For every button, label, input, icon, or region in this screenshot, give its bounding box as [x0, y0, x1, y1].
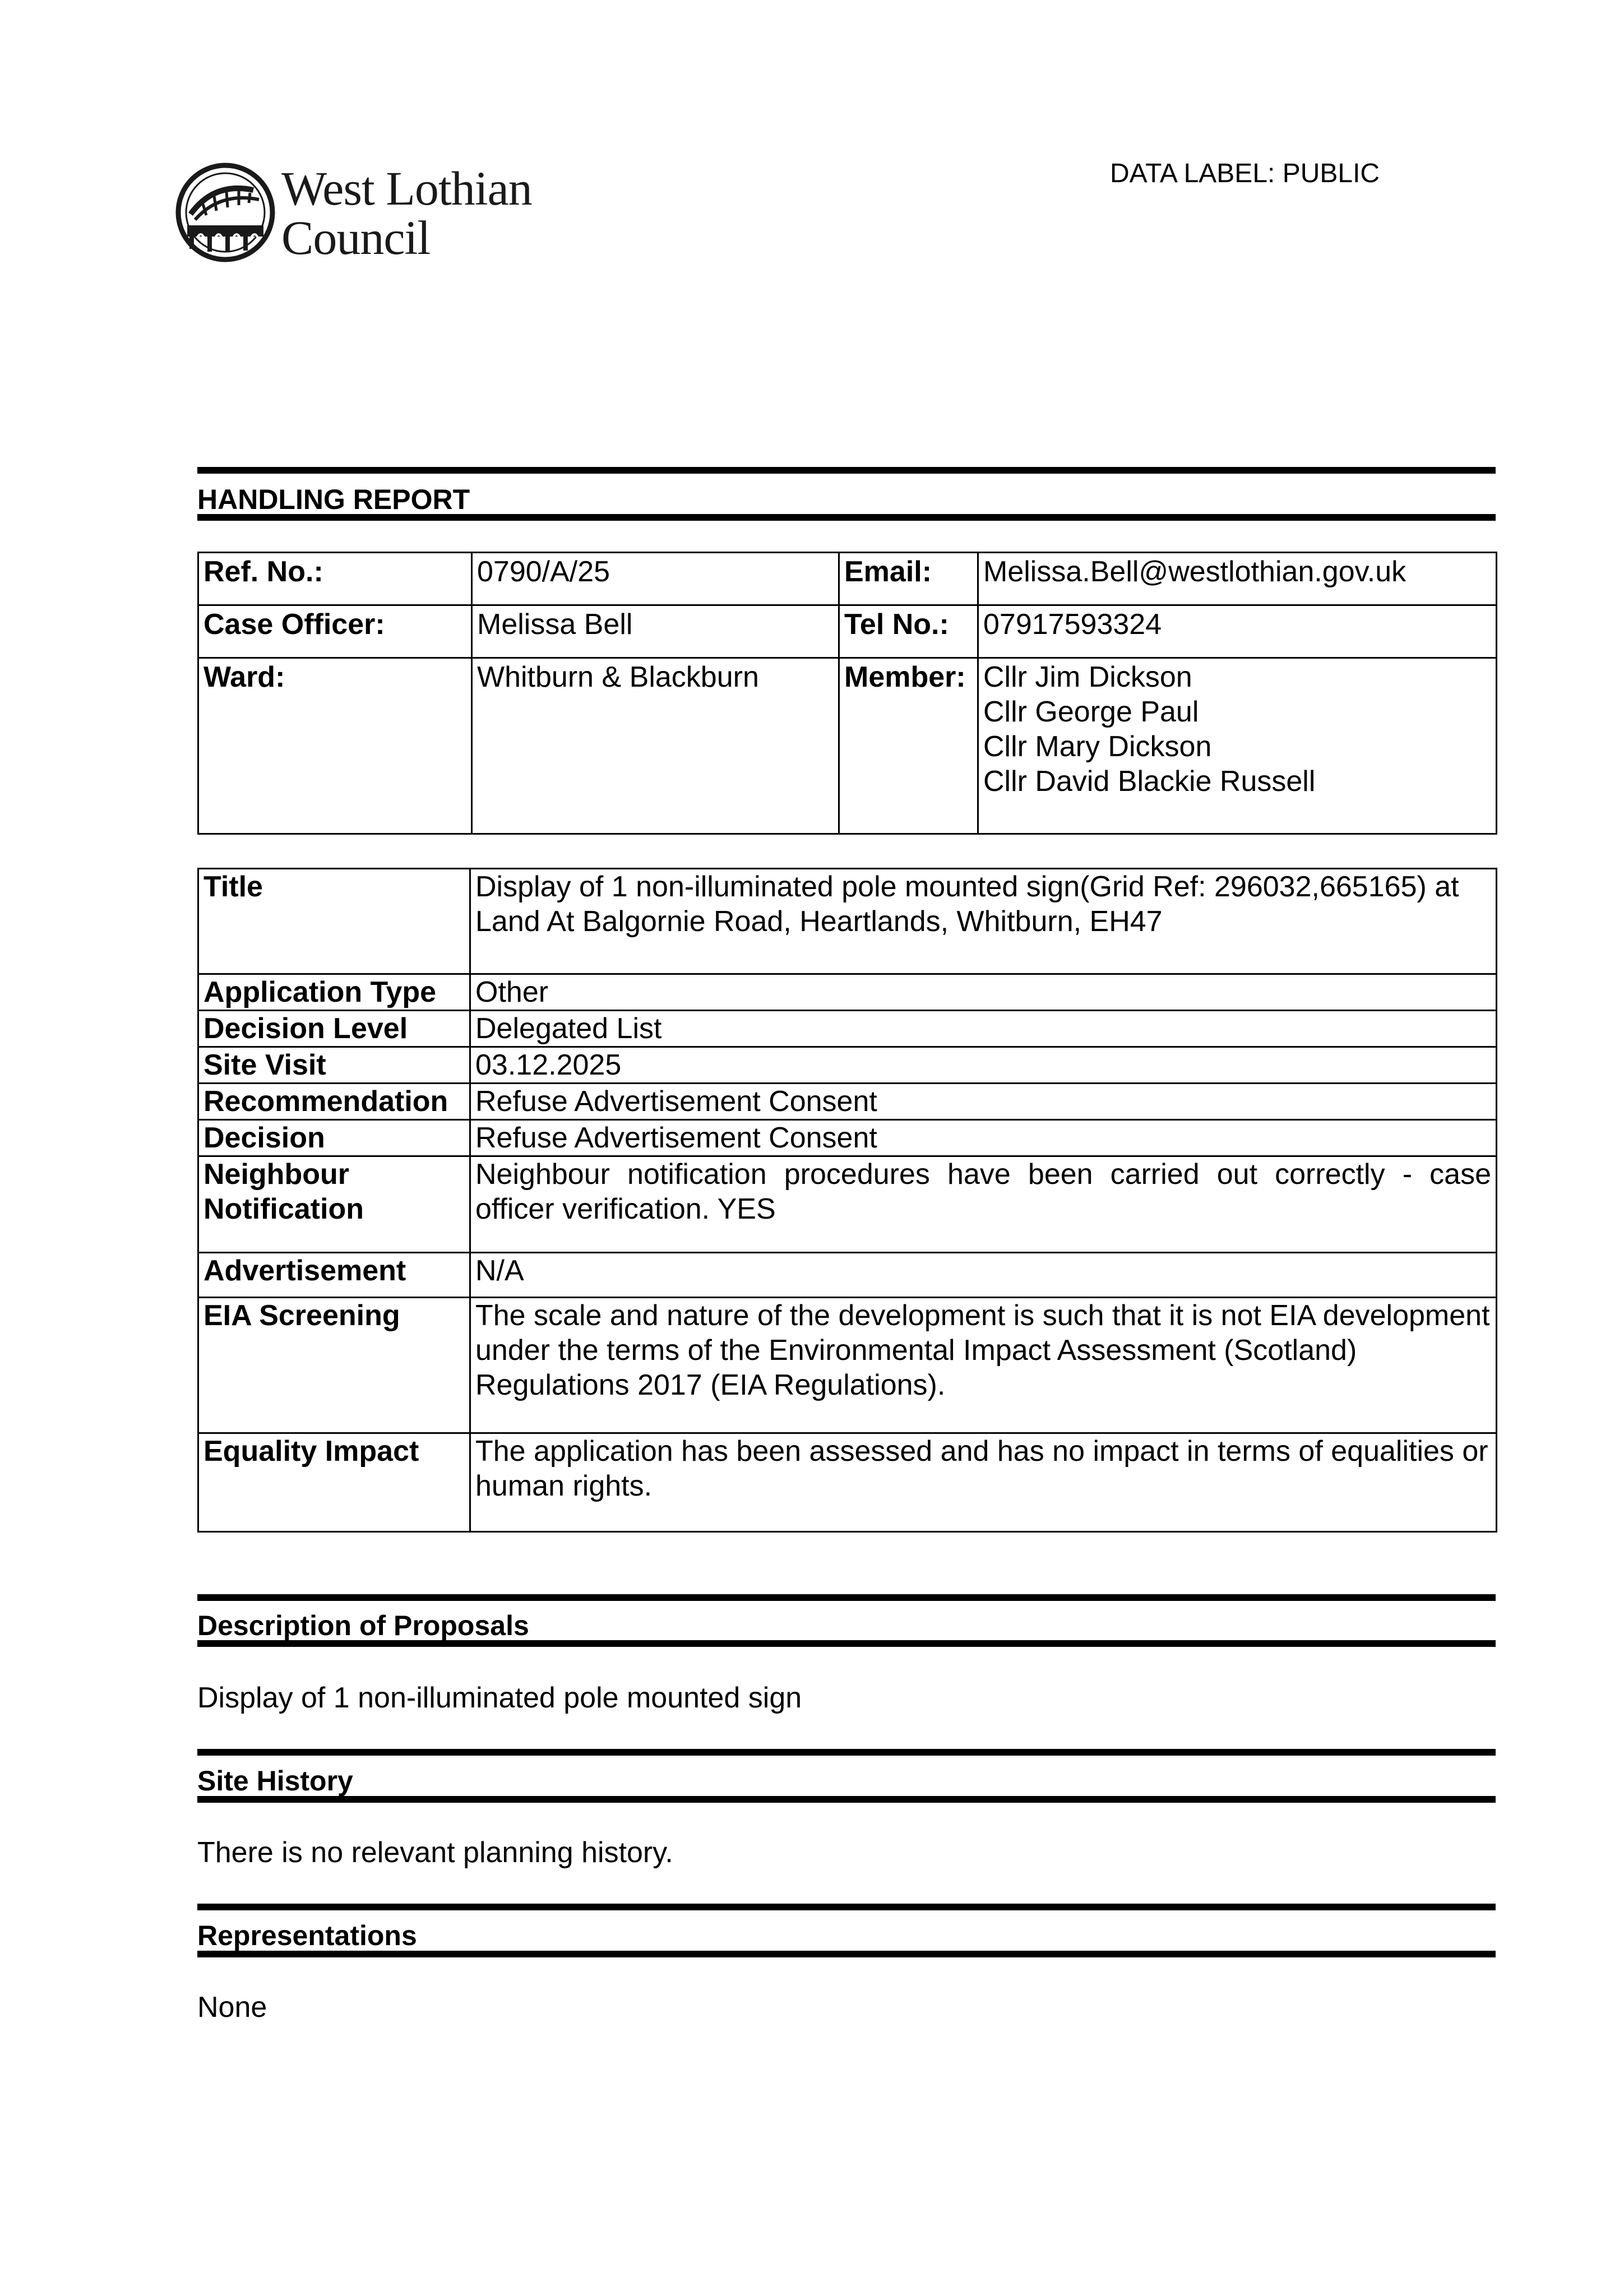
table-row	[198, 658, 1497, 834]
site-history-text: There is no relevant planning history.	[197, 1836, 673, 1869]
representations-header	[197, 1904, 1496, 1957]
table-row	[198, 1298, 1497, 1433]
ref-value: 0790/A/25	[472, 553, 839, 605]
case-officer-value: Melissa Bell	[472, 605, 839, 658]
data-label: DATA LABEL: PUBLIC	[1110, 159, 1380, 188]
council-name-line2: Council	[281, 211, 431, 265]
recommendation-value: Refuse Advertisement Consent	[470, 1084, 1497, 1120]
member-item: Cllr George Paul	[983, 696, 1199, 728]
decision-value: Refuse Advertisement Consent	[470, 1120, 1497, 1156]
contact-table	[197, 552, 1497, 835]
neighbour-label-line2: Notification	[203, 1193, 364, 1225]
tel-value: 07917593324	[978, 605, 1497, 658]
table-row	[198, 553, 1497, 605]
email-value[interactable]: Melissa.Bell@westlothian.gov.uk	[978, 553, 1497, 605]
decision-level-label: Decision Level	[198, 1011, 470, 1047]
application-info-table	[197, 868, 1497, 1533]
table-row	[198, 1084, 1497, 1120]
table-row	[198, 1433, 1497, 1532]
viaduct-crest-icon	[175, 159, 276, 266]
ward-value: Whitburn & Blackburn	[472, 658, 839, 834]
site-history-heading: Site History	[197, 1765, 353, 1797]
equality-impact-label: Equality Impact	[198, 1433, 470, 1532]
equality-impact-value: The application has been assessed and has no impact in terms of equalities or human rights.	[470, 1433, 1497, 1532]
decision-level-value: Delegated List	[470, 1011, 1497, 1047]
neighbour-notification-label	[198, 1156, 470, 1253]
table-row	[198, 1047, 1497, 1084]
member-item: Cllr Mary Dickson	[983, 730, 1212, 763]
site-visit-value: 03.12.2025	[470, 1047, 1497, 1084]
application-type-value: Other	[470, 974, 1497, 1011]
advertisement-label: Advertisement	[198, 1253, 470, 1298]
ref-label: Ref. No.:	[198, 553, 472, 605]
table-row	[198, 1156, 1497, 1253]
ward-label: Ward:	[198, 658, 472, 834]
eia-screening-label: EIA Screening	[198, 1298, 470, 1433]
council-logo	[175, 159, 556, 271]
representations-heading: Representations	[197, 1920, 417, 1951]
application-type-label: Application Type	[198, 974, 470, 1011]
email-label: Email:	[839, 553, 978, 605]
handling-report-header	[197, 467, 1496, 521]
decision-label: Decision	[198, 1120, 470, 1156]
description-text: Display of 1 non-illuminated pole mounted sign	[197, 1682, 802, 1714]
handling-report-title: HANDLING REPORT	[197, 484, 470, 515]
council-name	[281, 161, 532, 265]
table-row	[198, 1253, 1497, 1298]
neighbour-notification-value: Neighbour notification procedures have been carried out correctly - case officer verification. YES	[470, 1156, 1497, 1253]
table-row	[198, 1011, 1497, 1047]
title-label: Title	[198, 869, 470, 974]
description-header	[197, 1594, 1496, 1647]
table-row	[198, 1120, 1497, 1156]
table-row	[198, 605, 1497, 658]
title-value: Display of 1 non-illuminated pole mounted sign(Grid Ref: 296032,665165) at Land At Balgornie Road, Heartlands, Whitburn, EH47	[470, 869, 1497, 974]
table-row	[198, 974, 1497, 1011]
case-officer-label: Case Officer:	[198, 605, 472, 658]
site-visit-label: Site Visit	[198, 1047, 470, 1084]
advertisement-value: N/A	[470, 1253, 1497, 1298]
tel-label: Tel No.:	[839, 605, 978, 658]
neighbour-label-line1: Neighbour	[203, 1158, 349, 1191]
member-item: Cllr David Blackie Russell	[983, 765, 1316, 798]
council-name-line1: West Lothian	[281, 161, 532, 215]
site-history-header	[197, 1749, 1496, 1803]
eia-screening-value: The scale and nature of the development is such that it is not EIA development under the terms of the Environmental Impact Assessment (Scotland) Regulations 2017 (EIA Regulations).	[470, 1298, 1497, 1433]
member-list	[978, 658, 1497, 834]
member-item: Cllr Jim Dickson	[983, 661, 1192, 693]
representations-text: None	[197, 1991, 267, 2024]
recommendation-label: Recommendation	[198, 1084, 470, 1120]
member-label: Member:	[839, 658, 978, 834]
table-row	[198, 869, 1497, 974]
description-heading: Description of Proposals	[197, 1610, 529, 1641]
